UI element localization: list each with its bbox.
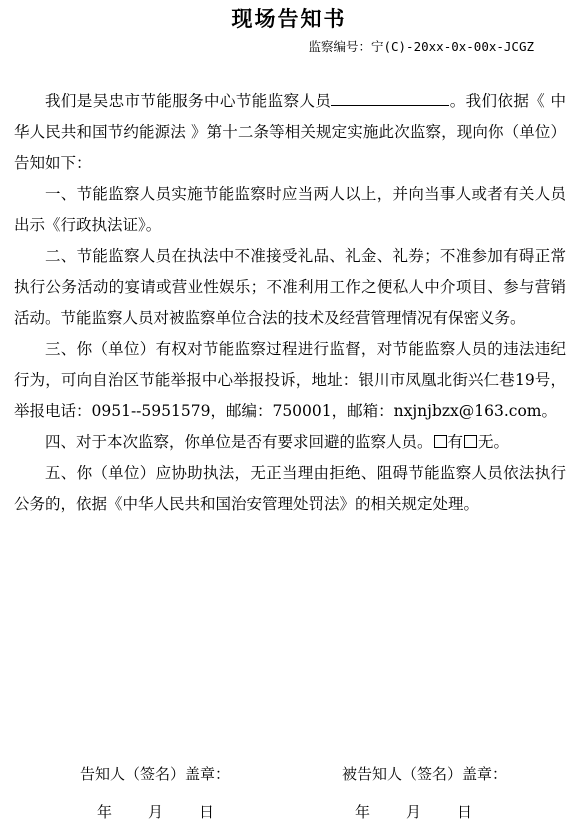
item-four-text: 四、对于本次监察，你单位是否有要求回避的监察人员。: [45, 433, 433, 451]
document-title: 现场告知书: [231, 7, 347, 31]
document-number: 监察编号：宁(C)-20xx-0x-00x-JCGZ: [308, 39, 534, 54]
notified-date-year: 年: [355, 803, 371, 821]
notice-body: [14, 86, 566, 520]
notified-signature-label: 被告知人（签名）盖章：: [342, 765, 508, 783]
intro-paragraph: [14, 86, 566, 179]
notifier-signature-label: 告知人（签名）盖章：: [80, 765, 231, 783]
notifier-date-day: 日: [199, 803, 215, 821]
item-three: 三、你（单位）有权对节能监察过程进行监督，对节能监察人员的违法违纪行为，可向自治区节能举报中心举报投诉，地址：银川市凤凰北街兴仁巷19号，举报电话：0951--5951579，邮编：750001，邮箱：nxjnjbzx@163.com。: [14, 340, 566, 420]
notified-date: [355, 800, 472, 824]
inspector-name-blank[interactable]: [331, 88, 449, 106]
notifier-date: [97, 800, 214, 824]
notifier-date-year: 年: [97, 803, 113, 821]
notifier-date-month: 月: [148, 803, 164, 821]
notified-date-month: 月: [406, 803, 422, 821]
intro-text-before: 我们是吴忠市节能服务中心节能监察人员: [45, 92, 332, 110]
item-four: [14, 427, 566, 458]
avoidance-yes-label: 有: [447, 433, 464, 451]
item-two: 二、节能监察人员在执法中不准接受礼品、礼金、礼券；不准参加有碍正常执行公务活动的宴请或营业性娱乐；不准利用工作之便私人中介项目、参与营销活动。节能监察人员对被监察单位合法的技术及经营管理情况有保密义务。: [14, 247, 566, 327]
notified-date-day: 日: [457, 803, 473, 821]
avoidance-no-label: 无。: [478, 433, 510, 451]
intro-text-after: 。我们依据《 中华人民共和国节约能源法 》第十二条等相关规定实施此次监察，现向你（单位）告知如下：: [14, 92, 566, 172]
avoidance-no-checkbox[interactable]: [464, 435, 477, 448]
item-one: 一、节能监察人员实施节能监察时应当两人以上，并向当事人或者有关人员出示《行政执法证》。: [14, 185, 566, 234]
item-five: 五、你（单位）应协助执法，无正当理由拒绝、阻碍节能监察人员依法执行公务的，依据《中华人民共和国治安管理处罚法》的相关规定处理。: [14, 464, 566, 513]
avoidance-yes-checkbox[interactable]: [434, 435, 447, 448]
